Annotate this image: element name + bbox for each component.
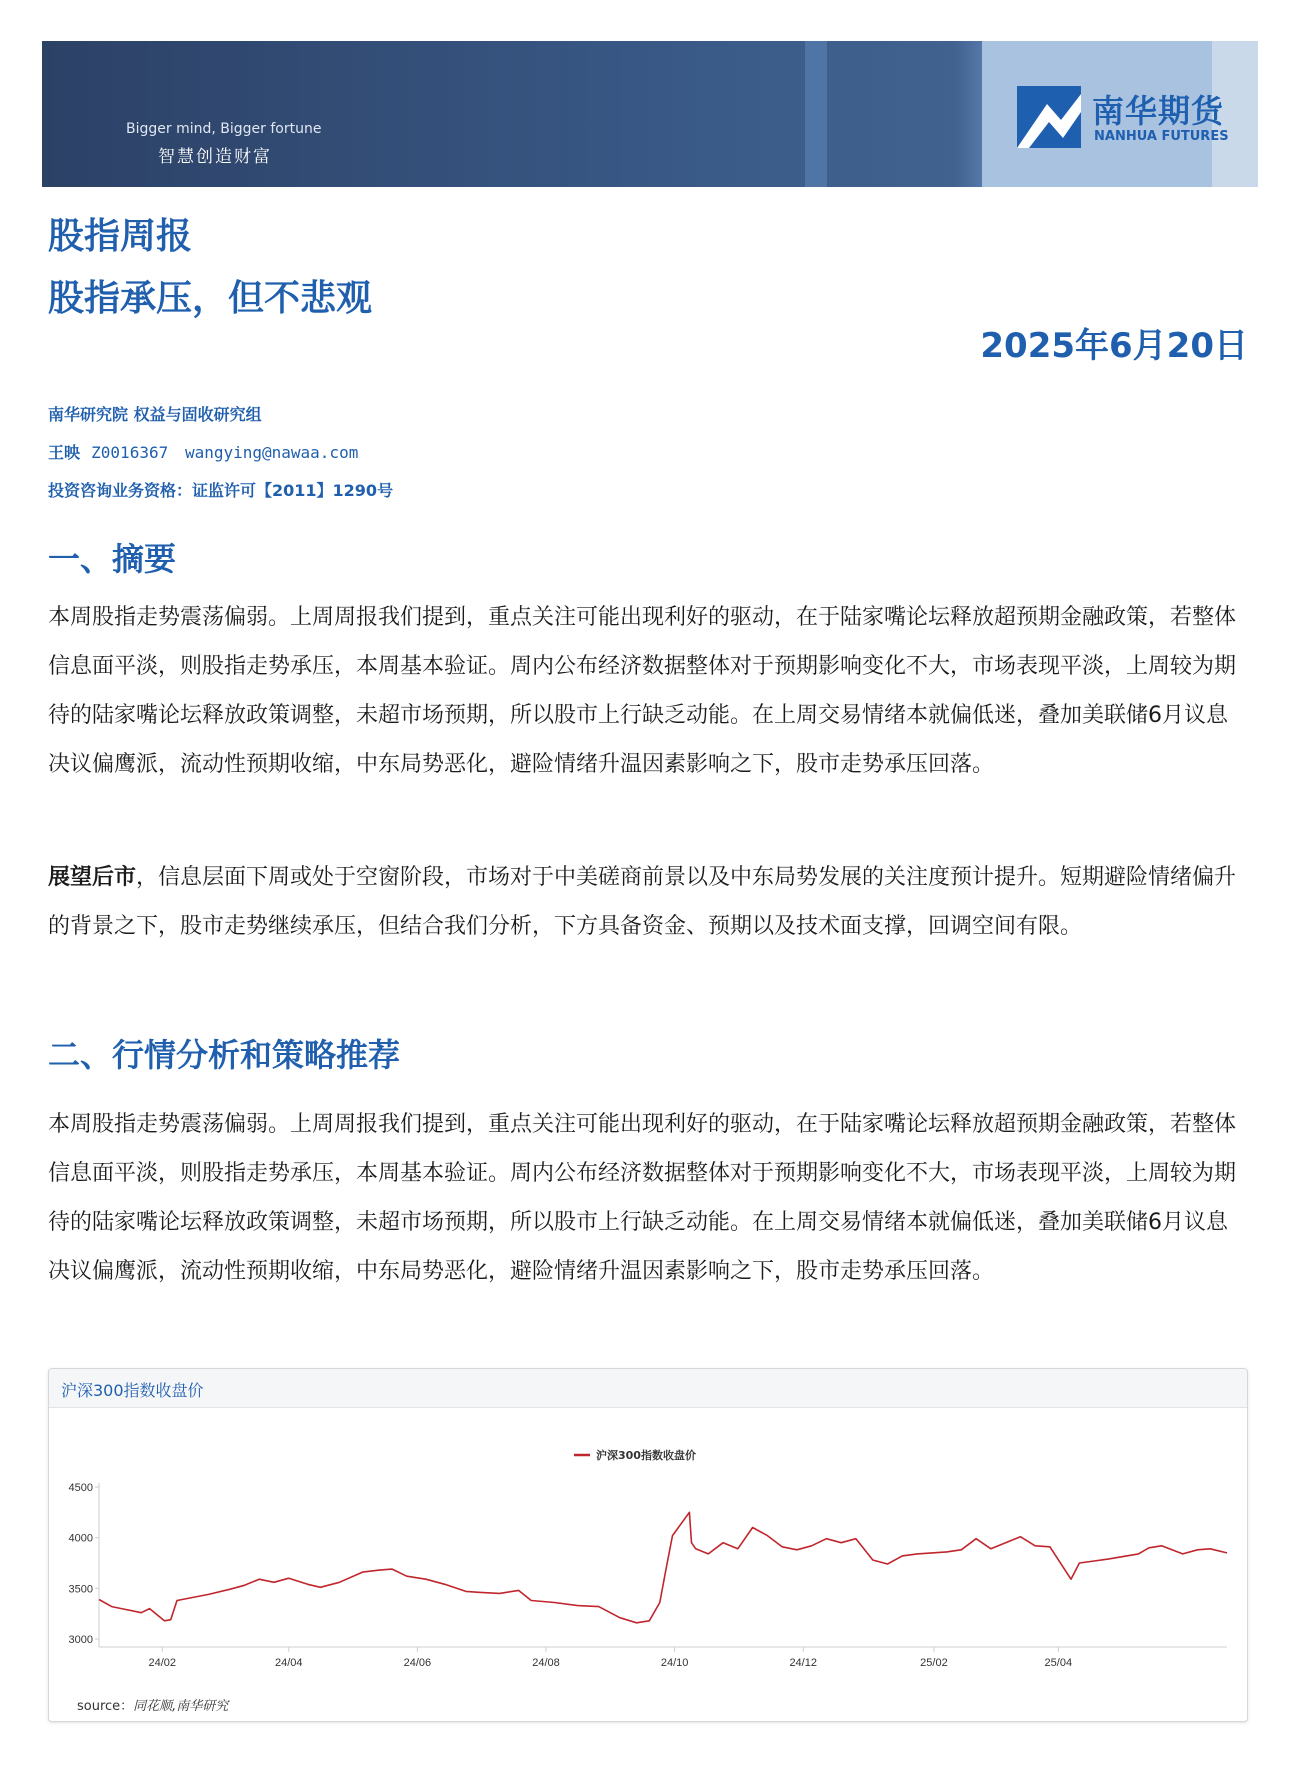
analyst-id: Z0016367 <box>91 443 169 462</box>
x-tick-label: 25/04 <box>1044 1657 1073 1669</box>
qualification: 投资咨询业务资格：证监许可【2011】1290号 <box>48 481 394 500</box>
section-heading-summary: 一、摘要 <box>48 540 177 578</box>
y-tick-label: 3000 <box>68 1634 93 1646</box>
banner-stripe <box>805 41 827 187</box>
series-line <box>99 1512 1227 1623</box>
x-tick-label: 24/04 <box>274 1657 303 1669</box>
header-banner <box>42 41 1258 187</box>
chart-panel-header <box>49 1369 1247 1408</box>
source-value: 同花顺,南华研究 <box>133 1699 229 1714</box>
y-tick-label: 4500 <box>68 1482 93 1494</box>
y-tick-label: 3500 <box>68 1583 93 1596</box>
company-logo-english: NANHUA FUTURES <box>1094 129 1229 144</box>
x-tick-label: 25/02 <box>920 1657 948 1669</box>
x-tick-label: 24/12 <box>789 1657 817 1669</box>
x-tick-label: 24/02 <box>148 1657 177 1669</box>
report-type: 股指周报 <box>48 216 193 257</box>
outlook-paragraph <box>48 853 1248 951</box>
institute: 南华研究院 权益与固收研究组 <box>48 405 262 424</box>
chart-source <box>77 1695 228 1714</box>
csi300-line-chart <box>49 1407 1247 1695</box>
outlook-label: 展望后市 <box>48 865 137 890</box>
x-tick-label: 24/08 <box>532 1657 560 1669</box>
legend-label: 沪深300指数收盘价 <box>596 1449 696 1462</box>
slogan-english: Bigger mind, Bigger fortune <box>126 121 322 137</box>
x-tick-label: 24/06 <box>403 1657 432 1669</box>
outlook-text: ，信息层面下周或处于空窗阶段，市场对于中美磋商前景以及中东局势发展的关注度预计提升。短期避险情绪偏升的背景之下，股市走势继续承压，但结合我们分析，下方具备资金、预期以及技术面支撑，回调空间有限。 <box>48 865 1237 939</box>
chart-panel <box>48 1368 1248 1722</box>
source-label: source： <box>77 1699 134 1714</box>
analyst-name: 王映 <box>48 443 81 462</box>
nanhua-logo-icon <box>1017 86 1081 148</box>
slogan-chinese: 智慧创造财富 <box>158 147 272 167</box>
x-tick-label: 24/10 <box>660 1657 689 1669</box>
summary-paragraph: 本周股指走势震荡偏弱。上周周报我们提到，重点关注可能出现利好的驱动，在于陆家嘴论坛释放超预期金融政策，若整体信息面平淡，则股指走势承压，本周基本验证。周内公布经济数据整体对于预期影响变化不大，市场表现平淡，上周较为期待的陆家嘴论坛释放政策调整，未超市场预期，所以股市上行缺乏动能。在上周交易情绪本就偏低迷，叠加美联储6月议息决议偏鹰派，流动性预期收缩，中东局势恶化，避险情绪升温因素影响之下，股市走势承压回落。 <box>48 605 1237 777</box>
analysis-paragraph: 本周股指走势震荡偏弱。上周周报我们提到，重点关注可能出现利好的驱动，在于陆家嘴论坛释放超预期金融政策，若整体信息面平淡，则股指走势承压，本周基本验证。周内公布经济数据整体对于预期影响变化不大，市场表现平淡，上周较为期待的陆家嘴论坛释放政策调整，未超市场预期，所以股市上行缺乏动能。在上周交易情绪本就偏低迷，叠加美联储6月议息决议偏鹰派，流动性预期收缩，中东局势恶化，避险情绪升温因素影响之下，股市走势承压回落。 <box>48 1112 1237 1284</box>
chart-panel-title: 沪深300指数收盘价 <box>61 1381 204 1400</box>
analyst-email[interactable]: wangying@nawaa.com <box>184 443 359 462</box>
report-headline: 股指承压，但不悲观 <box>48 278 373 319</box>
section-heading-analysis: 二、行情分析和策略推荐 <box>48 1036 401 1074</box>
analyst-line <box>48 440 358 463</box>
company-logo-text: 南华期货 <box>1092 92 1225 130</box>
y-tick-label: 4000 <box>68 1532 93 1545</box>
report-date: 2025年6月20日 <box>980 326 1248 366</box>
